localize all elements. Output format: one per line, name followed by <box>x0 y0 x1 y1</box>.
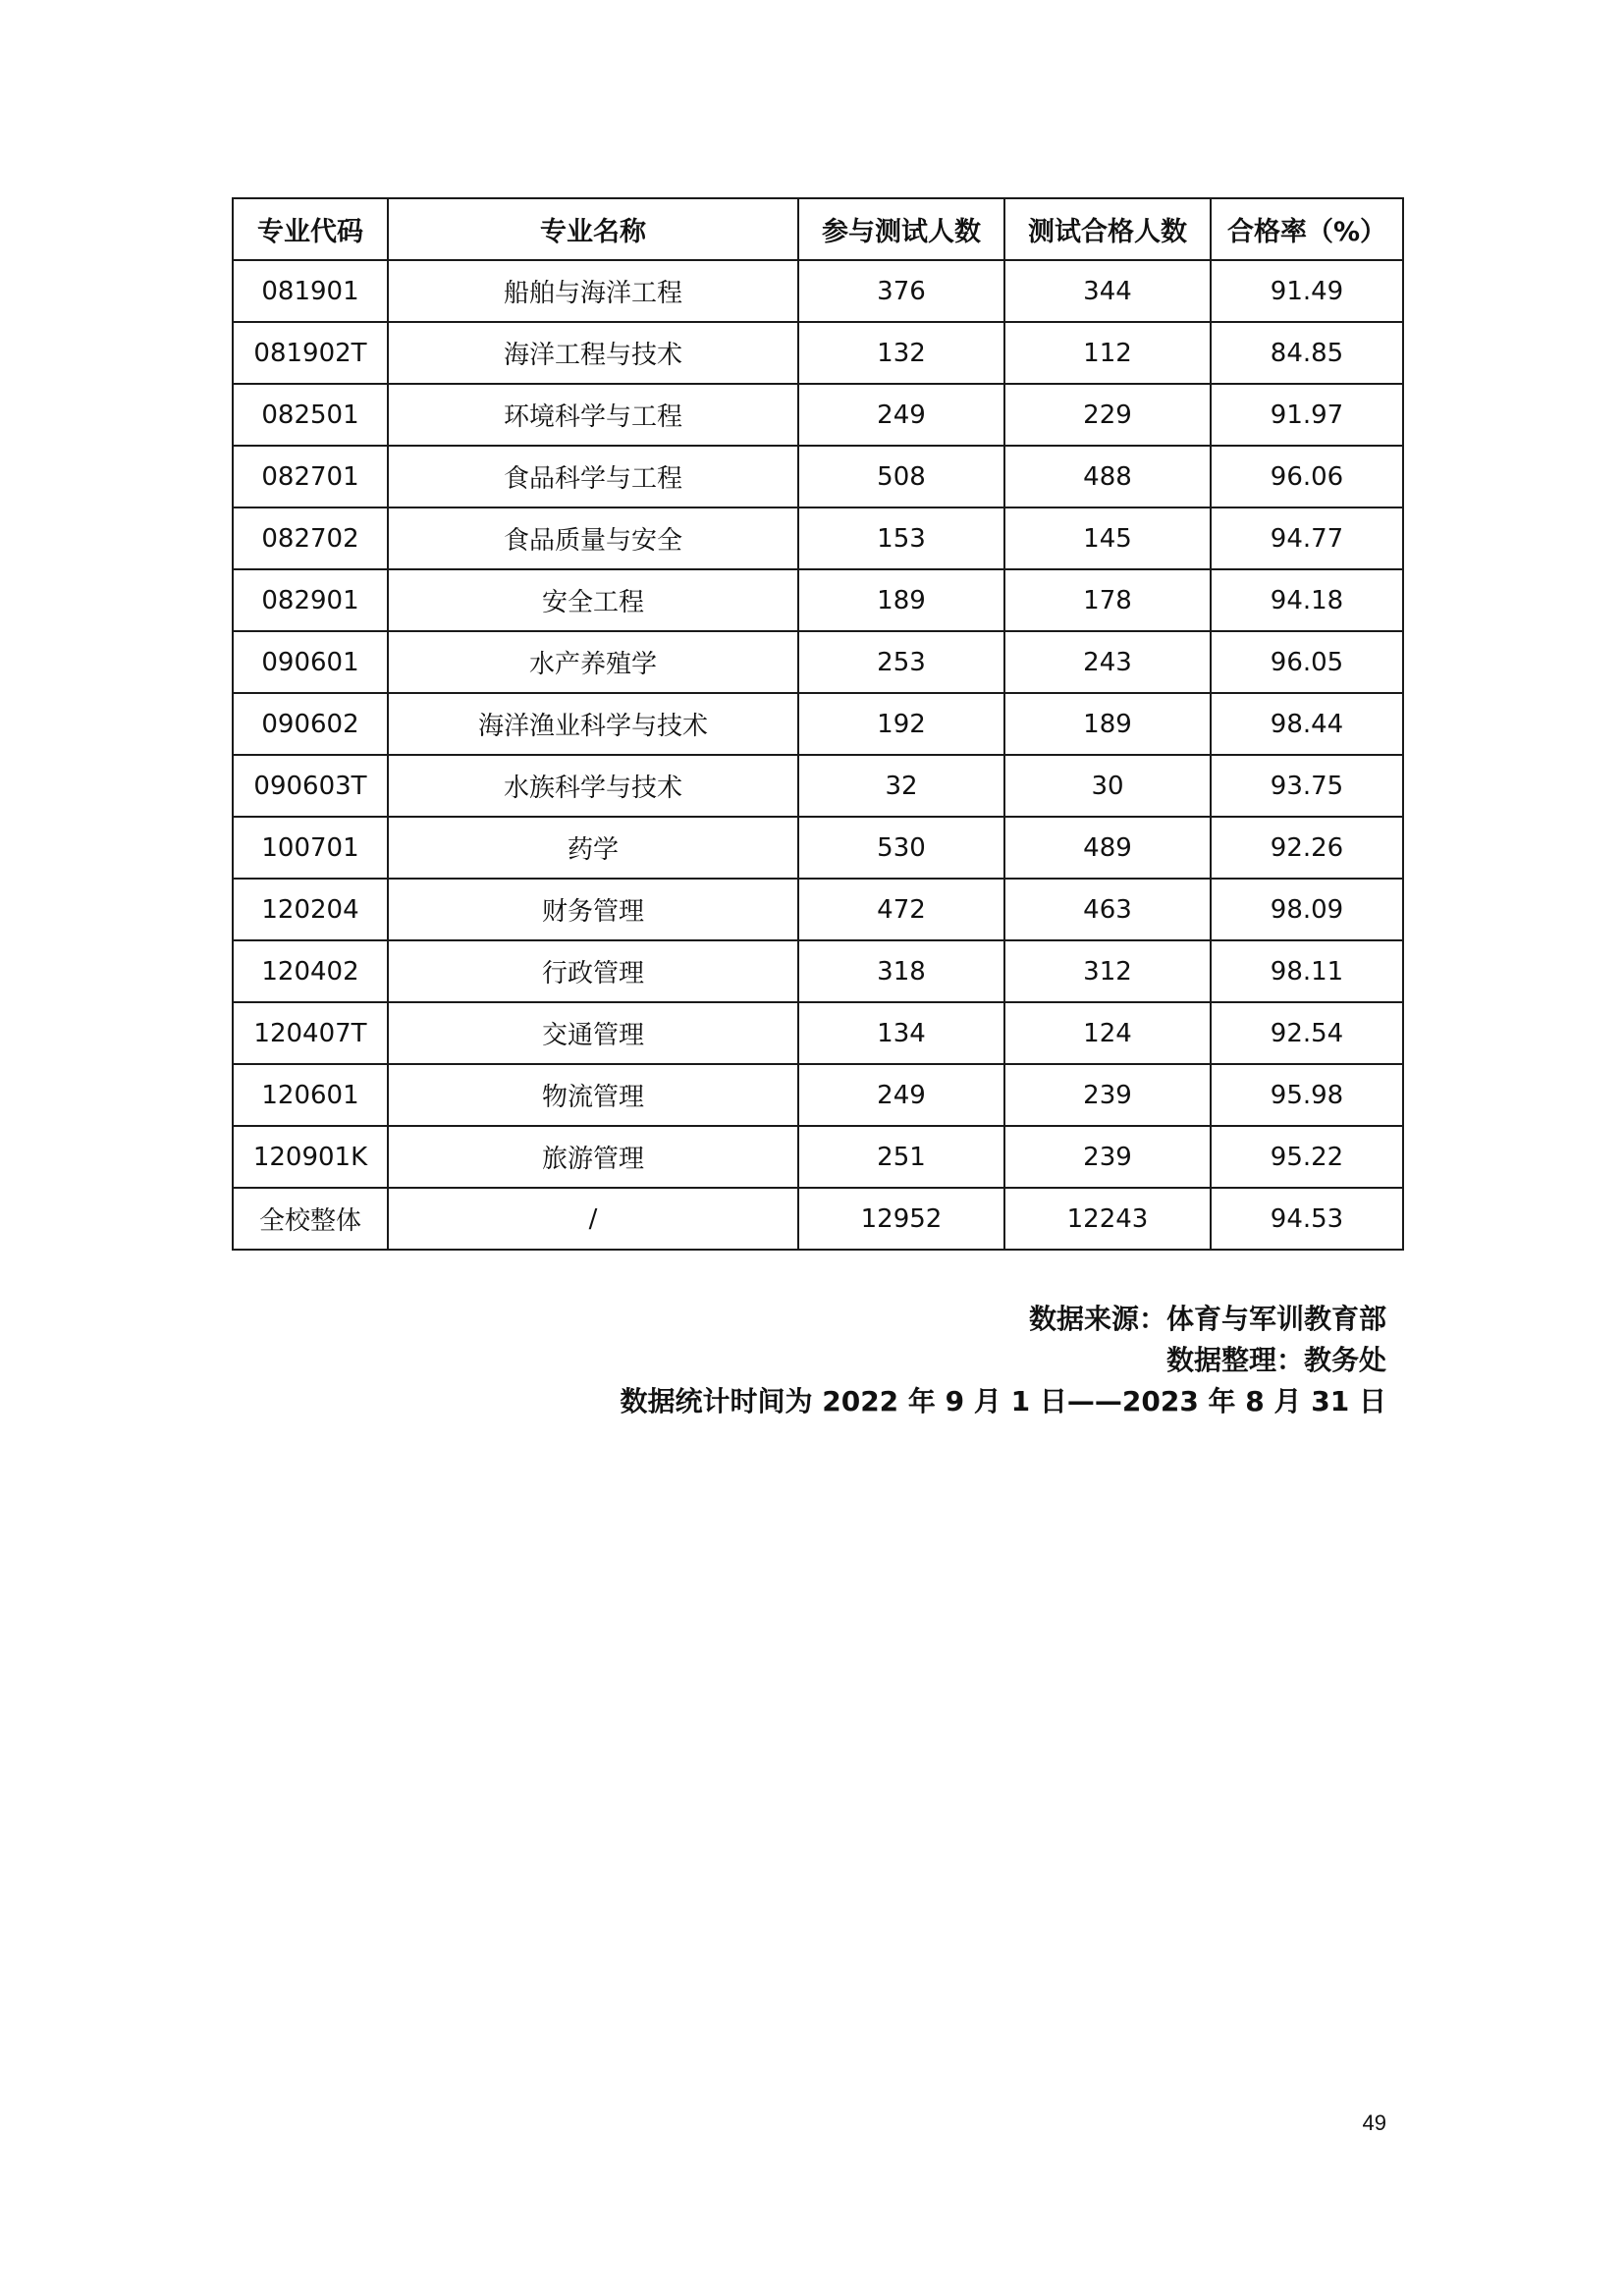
cell-participants: 192 <box>798 693 1004 755</box>
table-row <box>233 817 1403 879</box>
cell-major-code: 082901 <box>233 569 388 631</box>
table-row <box>233 569 1403 631</box>
cell-pass-rate: 95.22 <box>1211 1126 1403 1188</box>
table-row <box>233 446 1403 507</box>
cell-major-name: 海洋渔业科学与技术 <box>388 693 798 755</box>
cell-major-name: 水族科学与技术 <box>388 755 798 817</box>
cell-major-name: 财务管理 <box>388 879 798 940</box>
table-total-row <box>233 1188 1403 1250</box>
cell-major-name: 安全工程 <box>388 569 798 631</box>
data-source-note: 数据来源：体育与军训教育部 <box>1028 1303 1386 1335</box>
cell-passed: 12243 <box>1004 1188 1211 1250</box>
header-passed: 测试合格人数 <box>1004 198 1211 260</box>
table-row <box>233 260 1403 322</box>
cell-major-name: 交通管理 <box>388 1002 798 1064</box>
table-row <box>233 322 1403 384</box>
table-row <box>233 507 1403 569</box>
cell-participants: 472 <box>798 879 1004 940</box>
cell-pass-rate: 98.11 <box>1211 940 1403 1002</box>
cell-passed: 112 <box>1004 322 1211 384</box>
cell-passed: 145 <box>1004 507 1211 569</box>
page-number: 49 <box>1362 2110 1386 2135</box>
cell-participants: 318 <box>798 940 1004 1002</box>
cell-major-code: 100701 <box>233 817 388 879</box>
cell-major-name: 食品科学与工程 <box>388 446 798 507</box>
cell-pass-rate: 96.06 <box>1211 446 1403 507</box>
cell-participants: 530 <box>798 817 1004 879</box>
cell-pass-rate: 93.75 <box>1211 755 1403 817</box>
cell-pass-rate: 96.05 <box>1211 631 1403 693</box>
cell-passed: 463 <box>1004 879 1211 940</box>
cell-major-name: 海洋工程与技术 <box>388 322 798 384</box>
table-body <box>233 260 1403 1250</box>
cell-major-code: 120402 <box>233 940 388 1002</box>
table-row <box>233 384 1403 446</box>
cell-participants: 134 <box>798 1002 1004 1064</box>
cell-passed: 239 <box>1004 1064 1211 1126</box>
cell-participants: 376 <box>798 260 1004 322</box>
cell-major-name: 船舶与海洋工程 <box>388 260 798 322</box>
cell-participants: 253 <box>798 631 1004 693</box>
cell-major-code: 090601 <box>233 631 388 693</box>
cell-major-name: 食品质量与安全 <box>388 507 798 569</box>
cell-major-name: 旅游管理 <box>388 1126 798 1188</box>
cell-participants: 249 <box>798 384 1004 446</box>
cell-passed: 488 <box>1004 446 1211 507</box>
cell-passed: 189 <box>1004 693 1211 755</box>
cell-major-code: 082501 <box>233 384 388 446</box>
cell-pass-rate: 94.77 <box>1211 507 1403 569</box>
cell-pass-rate: 94.53 <box>1211 1188 1403 1250</box>
cell-pass-rate: 98.09 <box>1211 879 1403 940</box>
cell-major-code: 120901K <box>233 1126 388 1188</box>
table-row <box>233 1064 1403 1126</box>
table-row <box>233 1002 1403 1064</box>
cell-pass-rate: 92.54 <box>1211 1002 1403 1064</box>
cell-participants: 132 <box>798 322 1004 384</box>
cell-passed: 229 <box>1004 384 1211 446</box>
header-major-name: 专业名称 <box>388 198 798 260</box>
header-participants: 参与测试人数 <box>798 198 1004 260</box>
cell-participants: 32 <box>798 755 1004 817</box>
header-pass-rate: 合格率（%） <box>1211 198 1403 260</box>
cell-major-code: 全校整体 <box>233 1188 388 1250</box>
cell-passed: 239 <box>1004 1126 1211 1188</box>
cell-pass-rate: 92.26 <box>1211 817 1403 879</box>
table-notes <box>620 1299 1386 1422</box>
cell-major-name: 环境科学与工程 <box>388 384 798 446</box>
data-period-note: 数据统计时间为 2022 年 9 月 1 日——2023 年 8 月 31 日 <box>620 1385 1386 1417</box>
cell-major-name: / <box>388 1188 798 1250</box>
cell-major-code: 120204 <box>233 879 388 940</box>
table-row <box>233 1126 1403 1188</box>
cell-major-code: 081902T <box>233 322 388 384</box>
header-major-code: 专业代码 <box>233 198 388 260</box>
table-header-row <box>233 198 1403 260</box>
cell-participants: 508 <box>798 446 1004 507</box>
cell-pass-rate: 84.85 <box>1211 322 1403 384</box>
cell-participants: 153 <box>798 507 1004 569</box>
cell-major-code: 081901 <box>233 260 388 322</box>
cell-passed: 312 <box>1004 940 1211 1002</box>
cell-participants: 251 <box>798 1126 1004 1188</box>
cell-major-code: 090603T <box>233 755 388 817</box>
cell-major-code: 090602 <box>233 693 388 755</box>
table-row <box>233 940 1403 1002</box>
cell-passed: 489 <box>1004 817 1211 879</box>
cell-participants: 249 <box>798 1064 1004 1126</box>
cell-pass-rate: 94.18 <box>1211 569 1403 631</box>
table-row <box>233 693 1403 755</box>
cell-participants: 12952 <box>798 1188 1004 1250</box>
cell-pass-rate: 91.97 <box>1211 384 1403 446</box>
cell-participants: 189 <box>798 569 1004 631</box>
cell-passed: 30 <box>1004 755 1211 817</box>
table-row <box>233 879 1403 940</box>
cell-major-name: 水产养殖学 <box>388 631 798 693</box>
cell-major-name: 物流管理 <box>388 1064 798 1126</box>
cell-major-code: 082702 <box>233 507 388 569</box>
cell-pass-rate: 95.98 <box>1211 1064 1403 1126</box>
cell-passed: 124 <box>1004 1002 1211 1064</box>
cell-pass-rate: 98.44 <box>1211 693 1403 755</box>
data-compiler-note: 数据整理：教务处 <box>1165 1344 1386 1376</box>
table-row <box>233 631 1403 693</box>
cell-major-name: 药学 <box>388 817 798 879</box>
cell-major-code: 120601 <box>233 1064 388 1126</box>
cell-major-code: 120407T <box>233 1002 388 1064</box>
table-row <box>233 755 1403 817</box>
cell-major-name: 行政管理 <box>388 940 798 1002</box>
cell-passed: 243 <box>1004 631 1211 693</box>
pass-rate-table <box>232 197 1404 1251</box>
cell-passed: 178 <box>1004 569 1211 631</box>
cell-pass-rate: 91.49 <box>1211 260 1403 322</box>
cell-passed: 344 <box>1004 260 1211 322</box>
cell-major-code: 082701 <box>233 446 388 507</box>
